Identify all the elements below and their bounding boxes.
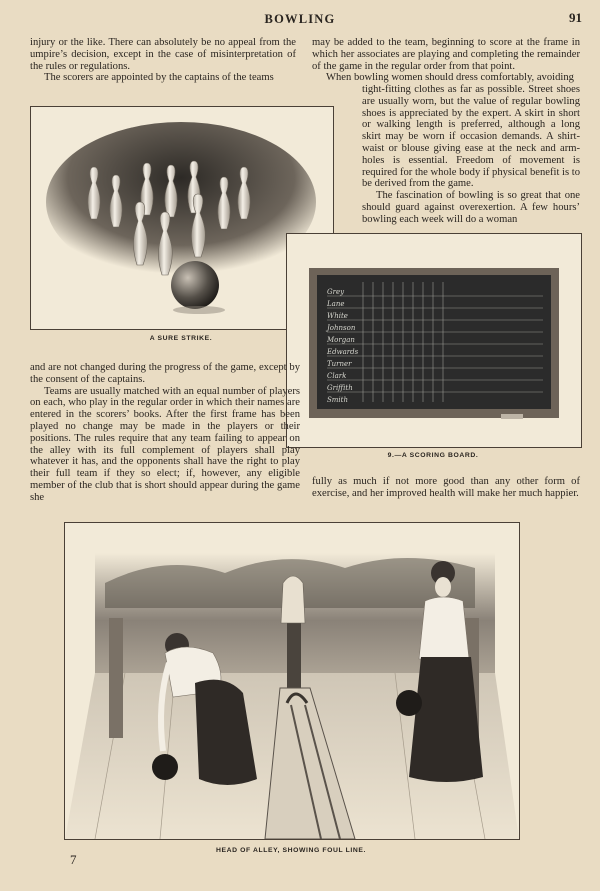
player-name: Griffith [327, 384, 353, 392]
alley-illustration [65, 523, 519, 839]
bowling-ball [171, 261, 219, 309]
paragraph: The scorers are appointed by the captains of the teams [44, 72, 274, 84]
left-post [109, 618, 123, 738]
scoring-board-illustration [287, 234, 581, 447]
bowling-ball [152, 754, 178, 780]
paragraph: and are not changed during the progress of the game, except by the consent of the captains. [30, 362, 300, 385]
player-name: White [327, 312, 348, 320]
bowling-pin [218, 177, 230, 229]
column-2-bottom-text [312, 476, 580, 500]
player-name: Johnson [327, 324, 356, 332]
player-name: Turner [327, 360, 352, 368]
paragraph: may be added to the team, beginning to score at the frame in which her associates are playing and completing the remainder of the game in the regular order from that point. [312, 37, 580, 72]
paragraph: The fascination of bowling is so great that one should guard against overexertion. A few hours’ bowling each week will do a woman [362, 190, 580, 225]
bowling-pin [88, 167, 100, 219]
hanging-coat [281, 576, 305, 623]
paragraph: injury or the like. There can absolutely be no appeal from the umpire’s decision, except in the case of misinterpretation of the rules or regulations. [30, 37, 296, 72]
bowling-pin [238, 167, 250, 219]
blouse [419, 597, 469, 659]
player-name: Morgan [327, 336, 355, 344]
player-name: Clark [327, 372, 347, 380]
player-name: Smith [327, 396, 348, 404]
alley-figure [64, 522, 520, 840]
player-name: Lane [327, 300, 345, 308]
signature-number: 7 [70, 852, 77, 867]
player-name: Grey [327, 288, 345, 296]
paragraph: tight-fitting clothes as far as possible. Street shoes are usually worn, but the value of regular bowling shoes is appreciated by the expert. A skirt in short or walking length is preferred, although a long skirt may be worn if occasion demands. A shirt-waist or blouse giving ease at the neck and arm-holes is essential. Freedom of movement is required for the whole body if physical benefit is to be derived from the game. [362, 84, 580, 190]
paragraph: fully as much if not more good than any other form of exercise, and her improved health will make her much happier. [312, 476, 580, 499]
column-2-top-text [312, 37, 580, 84]
column-1-bottom-text [30, 362, 300, 504]
ball-shadow [173, 306, 225, 314]
alley-caption: HEAD OF ALLEY, SHOWING FOUL LINE. [215, 847, 367, 854]
chalk-tray [501, 414, 523, 419]
bowling-ball [396, 690, 422, 716]
column-2-narrow-text [362, 84, 580, 226]
background-shading [46, 122, 316, 282]
bowling-pin [165, 165, 177, 217]
skirt [409, 657, 483, 782]
scoring-board-figure [286, 233, 582, 448]
paragraph: When bowling women should dress comfortably, avoiding [326, 72, 574, 84]
running-header: BOWLING [264, 12, 336, 26]
column-1-top-text [30, 37, 296, 84]
face [435, 577, 451, 597]
scoring-board-caption: 9.—A SCORING BOARD. [387, 452, 479, 459]
player-name: Edwards [327, 348, 359, 356]
bowling-pin [110, 175, 122, 227]
page-number: 91 [569, 10, 582, 25]
paragraph: Teams are usually matched with an equal number of players on each, who play in the regular order in which their names are entered in the scorers’ books. After the first frame has been played no change may be made in the players or their positions. The rules require that any team failing to appear on the alley with its full complement of players shall play whatever it has, and the opponents shall have the right to play their full team if they so elect; if, however, any eligible member of the club that is short should appear during the game she [30, 385, 300, 503]
sure-strike-caption: A SURE STRIKE. [149, 335, 213, 342]
